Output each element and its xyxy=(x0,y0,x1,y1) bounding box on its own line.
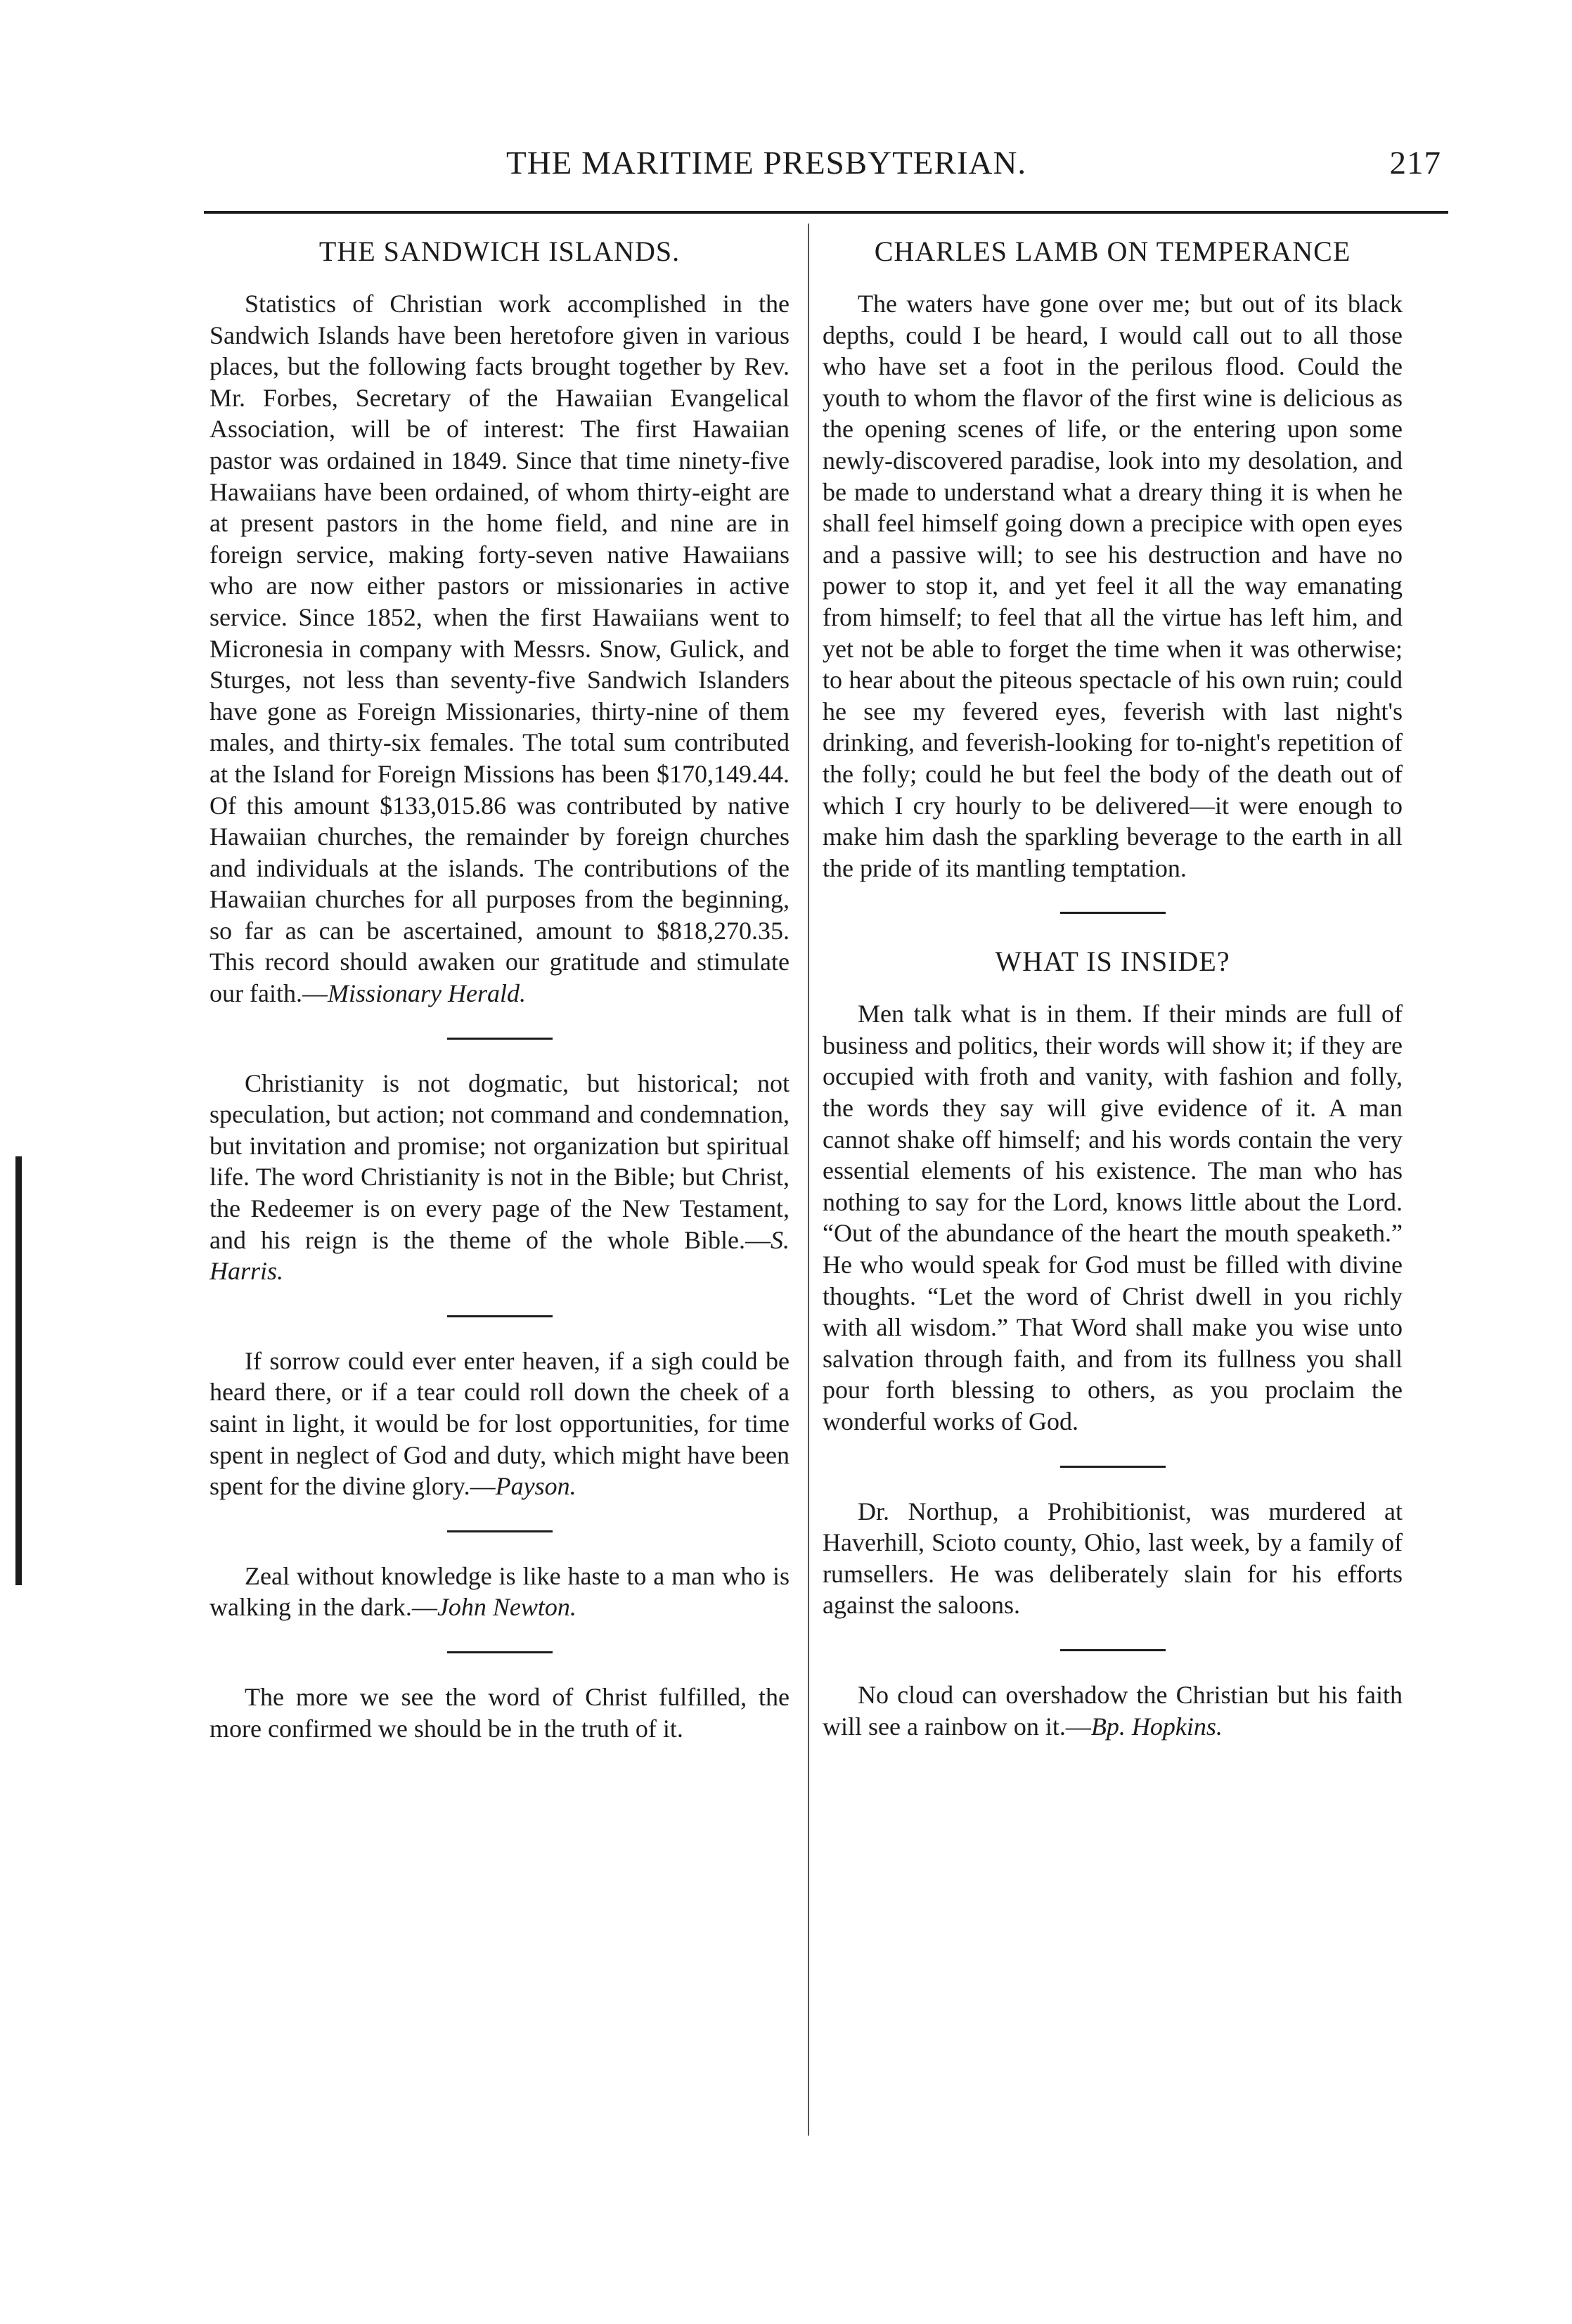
article-title-charles-lamb: CHARLES LAMB ON TEMPERANCE xyxy=(874,235,1351,267)
article-body: The more we see the word of Christ fulfilled, the more confirmed we should be in the truth of it. xyxy=(210,1682,790,1743)
article-zeal xyxy=(210,1561,790,1623)
attribution: Missionary Herald. xyxy=(327,979,526,1008)
article-body: The waters have gone over me; but out of its black depths, could I be heard, I would call out to all those who have set a foot in the perilous flood. Could the youth to whom the flavor of the first wine is delicious as the opening scenes of life, or the entering upon some newly-discovered paradise, look into my desolation, and be made to understand what a dreary thing it is when he shall feel himself going down a precipice with open eyes and a passive will; to see his destruction and have no power to stop it, and yet feel it all the way emanating from himself; to feel that all the virtue has left him, and yet not be able to forget the time when it was otherwise; to hear about the piteous spectacle of his own ruin; could he see my fevered eyes, feverish with last night's drinking, and feverish-looking for to-night's repetition of the folly; could he but feel the body of the death out of which I cry hourly to be delivered—it were enough to make him dash the sparkling beverage to the earth in all the pride of its mantling temptation. xyxy=(823,290,1403,882)
article-what-is-inside xyxy=(823,998,1403,1437)
margin-mark xyxy=(15,1156,22,1585)
section-divider xyxy=(1060,1649,1166,1651)
attribution: Payson. xyxy=(495,1472,576,1501)
section-divider xyxy=(1060,912,1166,914)
page-number: 217 xyxy=(1389,145,1441,181)
right-column xyxy=(823,232,1403,1742)
section-divider xyxy=(447,1651,553,1653)
article-body: Statistics of Christian work accomplished in the Sandwich Islands have been heretofore given in various places, but the following facts brought together by Rev. Mr. Forbes, Secretary of the Hawaiian Evangelical Association, will be of interest: The first Hawaiian pastor was ordained in 1849. Since that time ninety-five Hawaiians have been ordained, of whom thirty-eight are at present pastors in the home field, and nine are in foreign service, making forty-seven native Hawaiians who are now either pastors or missionaries in active service. Since 1852, when the first Hawaiians went to Micronesia in company with Messrs. Snow, Gulick, and Sturges, not less than seventy-five Sandwich Islanders have gone as Foreign Missionaries, thirty-nine of them males, and thirty-six females. The total sum contributed at the Island for Foreign Missions has been $170,149.44. Of this amount $133,015.86 was contributed by native Hawaiian churches, the remainder by foreign churches and individuals at the islands. The contributions of the Hawaiian churches for all purposes from the beginning, so far as can be ascertained, amount to $818,270.35. This record should awaken our gratitude and stimulate our faith.— xyxy=(210,290,790,1008)
running-title: THE MARITIME PRESBYTERIAN. xyxy=(506,145,1027,181)
article-sandwich-islands xyxy=(210,288,790,1009)
attribution: S. Harris. xyxy=(210,1225,790,1286)
article-title-sandwich-islands: THE SANDWICH ISLANDS. xyxy=(318,235,681,267)
page-header xyxy=(204,144,1441,193)
article-title-what-is-inside: WHAT IS INSIDE? xyxy=(995,945,1230,978)
article-body: Men talk what is in them. If their minds are full of business and politics, their words will show it; if they are occupied with froth and vanity, with fashion and folly, the words they say will give evidence of it. A man cannot shake off himself; and his words contain the very essential elements of his existence. The man who has nothing to say for the Lord, knows little about the Lord. “Out of the abundance of the heart the mouth speaketh.” He who would speak for God must be filled with divine thoughts. “Let the word of Christ dwell in you richly with all wisdom.” That Word shall make you wise unto salvation through faith, and from its fullness you shall pour forth blessing to others, as you proclaim the wonderful works of God. xyxy=(823,1000,1403,1435)
left-column xyxy=(210,232,790,1744)
header-rule xyxy=(204,211,1448,214)
attribution: John Newton. xyxy=(437,1593,576,1622)
section-divider xyxy=(447,1315,553,1317)
column-divider xyxy=(808,224,809,2136)
article-christianity xyxy=(210,1068,790,1287)
article-body: Dr. Northup, a Prohibitionist, was murdered at Haverhill, Scioto county, Ohio, last week, by a family of rumsellers. He was deliberately slain for his efforts against the saloons. xyxy=(823,1497,1403,1620)
article-sorrow xyxy=(210,1345,790,1502)
article-northup xyxy=(823,1496,1403,1621)
article-word-fulfilled xyxy=(210,1681,790,1744)
section-divider xyxy=(447,1038,553,1040)
article-body: No cloud can overshadow the Christian but his faith will see a rainbow on it.— xyxy=(823,1680,1403,1741)
attribution: Bp. Hopkins. xyxy=(1090,1712,1223,1741)
article-body: If sorrow could ever enter heaven, if a sigh could be heard there, or if a tear could roll down the cheek of a saint in light, it would be for lost opportunities, for time spent in neglect of God and duty, which might have been spent for the divine glory.— xyxy=(210,1346,790,1501)
section-divider xyxy=(1060,1466,1166,1468)
article-cloud xyxy=(823,1679,1403,1742)
article-charles-lamb xyxy=(823,288,1403,884)
article-body: Zeal without knowledge is like haste to a man who is walking in the dark.— xyxy=(210,1561,790,1622)
section-divider xyxy=(447,1530,553,1532)
article-body: Christianity is not dogmatic, but historical; not speculation, but action; not command and condemnation, but invitation and promise; not organization but spiritual life. The word Christianity is not in the Bible; but Christ, the Redeemer is on every page of the New Testament, and his reign is the theme of the whole Bible.— xyxy=(210,1069,790,1254)
